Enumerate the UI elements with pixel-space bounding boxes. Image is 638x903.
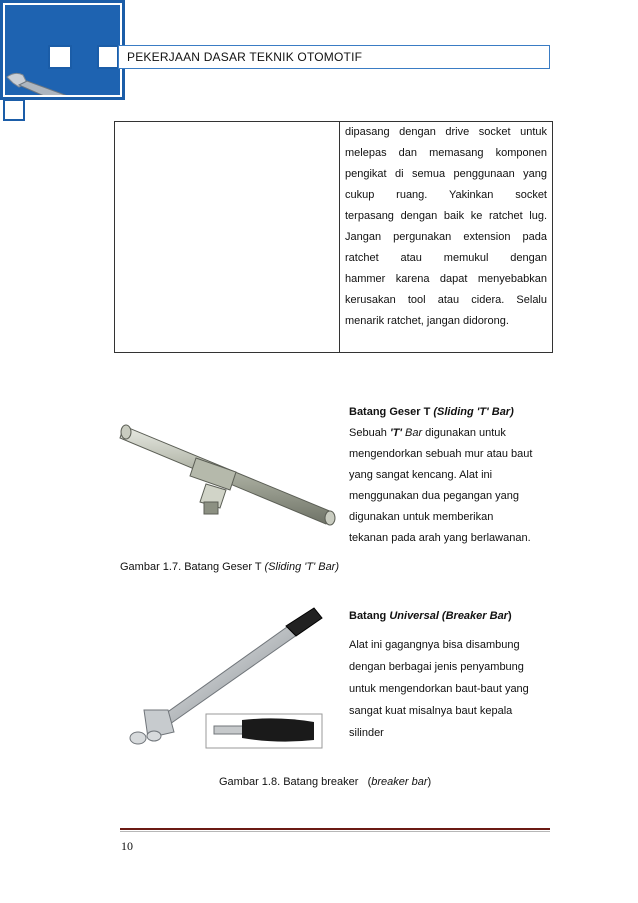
caption-italic: breaker bar bbox=[371, 776, 428, 788]
table-line: terpasang dengan baik ke ratchet lug. bbox=[345, 210, 547, 222]
breaker-bar-image bbox=[118, 606, 340, 750]
caption-text: Gambar 1.7. Batang Geser T bbox=[120, 561, 265, 573]
caption-close: ) bbox=[427, 776, 432, 788]
breaker-bar-line: sangat kuat misalnya baut kepala bbox=[349, 705, 513, 717]
breaker-bar-heading bbox=[349, 606, 559, 627]
figure-caption-1-7 bbox=[120, 561, 339, 573]
figure-caption-1-8 bbox=[219, 776, 431, 788]
table-line: melepas dan memasang komponen bbox=[345, 147, 547, 159]
table-text bbox=[345, 122, 547, 332]
header-square-1 bbox=[48, 45, 72, 69]
line-text: Sebuah bbox=[349, 427, 390, 439]
table-line: pengikat di semua penggunaan yang bbox=[345, 168, 547, 180]
sliding-t-bar-line: menggunakan dua pegangan yang bbox=[349, 490, 520, 502]
table-line: Jangan pergunakan extension pada bbox=[345, 231, 547, 243]
table-line: ratchet atau memukul dengan bbox=[345, 252, 547, 264]
caption-text: Gambar 1.8. Batang breaker ( bbox=[219, 776, 372, 788]
table-line: hammer karena dapat menyebabkan bbox=[345, 273, 547, 285]
heading-close: ) bbox=[507, 610, 512, 622]
footer-rule-shadow bbox=[120, 831, 550, 832]
breaker-bar-line: silinder bbox=[349, 727, 384, 739]
breaker-bar-line: untuk mengendorkan baut-baut yang bbox=[349, 683, 529, 695]
sliding-t-bar-heading bbox=[349, 402, 559, 423]
footer-rule bbox=[120, 828, 550, 830]
header-square-2 bbox=[97, 45, 119, 69]
bar-italic: Bar bbox=[401, 427, 423, 439]
sliding-t-bar-line bbox=[349, 423, 559, 444]
table-line: kerusakan tool atau cidera. Selalu bbox=[345, 294, 547, 306]
heading-text: Batang bbox=[349, 610, 390, 622]
heading-italic-text: (Sliding 'T' Bar) bbox=[433, 406, 514, 418]
table-line: dipasang dengan drive socket untuk bbox=[345, 126, 547, 138]
sliding-t-bar-line: digunakan untuk memberikan bbox=[349, 511, 494, 523]
sliding-t-bar-line: tekanan pada arah yang berlawanan. bbox=[349, 532, 531, 544]
breaker-bar-line: Alat ini gagangnya bisa disambung bbox=[349, 639, 520, 651]
sliding-t-bar-line: mengendorkan sebuah mur atau baut bbox=[349, 448, 533, 460]
adjustable-wrench-image bbox=[5, 65, 109, 97]
caption-italic: (Sliding 'T' Bar) bbox=[264, 561, 340, 573]
sliding-t-bar-section bbox=[349, 402, 559, 549]
header-square-3 bbox=[3, 99, 25, 121]
sliding-t-bar-image bbox=[118, 420, 340, 538]
breaker-bar-line: dengan berbagai jenis penyambung bbox=[349, 661, 524, 673]
line-text: digunakan untuk bbox=[422, 427, 506, 439]
page-number: 10 bbox=[121, 839, 133, 853]
t-emphasis: 'T' bbox=[389, 427, 402, 439]
table-line: cukup ruang. Yakinkan socket bbox=[345, 189, 547, 201]
table-divider bbox=[339, 121, 340, 353]
sliding-t-bar-line: yang sangat kencang. Alat ini bbox=[349, 469, 493, 481]
heading-italic-text: Universal (Breaker Bar bbox=[389, 610, 508, 622]
table-line: menarik ratchet, jangan didorong. bbox=[345, 315, 509, 327]
breaker-bar-section bbox=[349, 606, 559, 744]
heading-text: Batang Geser T bbox=[349, 406, 434, 418]
header-title: PEKERJAAN DASAR TEKNIK OTOMOTIF bbox=[118, 45, 550, 69]
